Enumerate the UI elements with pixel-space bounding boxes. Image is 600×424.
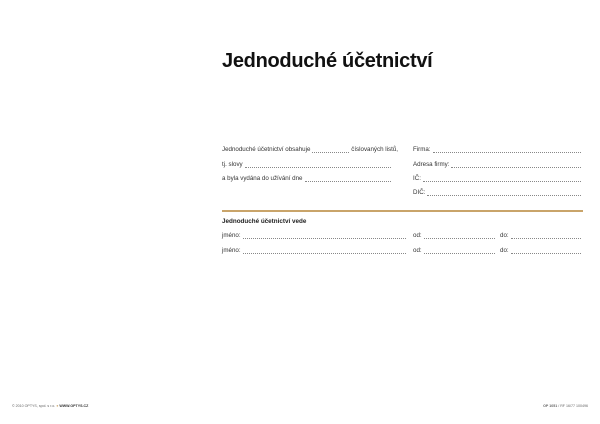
address-row (413, 161, 583, 169)
sheets-label: číslovaných listů, (351, 146, 398, 153)
contains-label: Jednoduché účetnictví obsahuje (222, 146, 311, 153)
keeper-from-row-2 (413, 247, 497, 255)
name-field[interactable] (243, 252, 406, 254)
issued-label: a byla vydána do užívání dne (222, 175, 303, 182)
keeper-to-row-2 (500, 247, 583, 255)
from-date-field[interactable] (424, 252, 495, 254)
to-label: do: (500, 232, 509, 239)
footer-copyright (12, 404, 88, 408)
words-row (222, 161, 393, 169)
keepers-heading: Jednoduché účetnictví vede (222, 218, 307, 225)
ic-field[interactable] (423, 180, 581, 182)
footer-code (543, 404, 588, 408)
keeper-name-row-1 (222, 232, 408, 240)
sheets-count-field[interactable] (312, 151, 349, 153)
ic-label: IČ: (413, 175, 421, 182)
dic-label: DIČ: (413, 189, 426, 196)
to-date-field[interactable] (511, 252, 581, 254)
form-code: OP 1051 (543, 404, 558, 408)
firm-row (413, 146, 583, 154)
name-field[interactable] (243, 237, 406, 239)
from-date-field[interactable] (424, 237, 495, 239)
firm-field[interactable] (433, 151, 581, 153)
from-label: od: (413, 232, 422, 239)
issued-date-field[interactable] (305, 180, 392, 182)
ic-row (413, 175, 583, 183)
words-label: tj. slovy (222, 161, 243, 168)
contains-row (222, 146, 398, 154)
keeper-name-row-2 (222, 247, 408, 255)
section-divider (222, 210, 583, 212)
page-title: Jednoduché účetnictví (222, 50, 433, 72)
keeper-from-row-1 (413, 232, 497, 240)
form-code-tail: / RF 16/77 100496 (558, 404, 588, 408)
to-label: do: (500, 247, 509, 254)
address-field[interactable] (451, 166, 581, 168)
dic-field[interactable] (427, 194, 581, 196)
keeper-to-row-1 (500, 232, 583, 240)
copyright-text: © 2010 OPTYS, spol. s r.o. (12, 404, 56, 408)
bullet-icon: ● (56, 404, 59, 408)
firm-label: Firma: (413, 146, 431, 153)
website-link: WWW.OPTYS.CZ (59, 404, 89, 408)
words-field[interactable] (245, 166, 391, 168)
address-label: Adresa firmy: (413, 161, 450, 168)
name-label: jméno: (222, 247, 241, 254)
from-label: od: (413, 247, 422, 254)
issued-row (222, 175, 393, 183)
to-date-field[interactable] (511, 237, 581, 239)
name-label: jméno: (222, 232, 241, 239)
dic-row (413, 189, 583, 197)
